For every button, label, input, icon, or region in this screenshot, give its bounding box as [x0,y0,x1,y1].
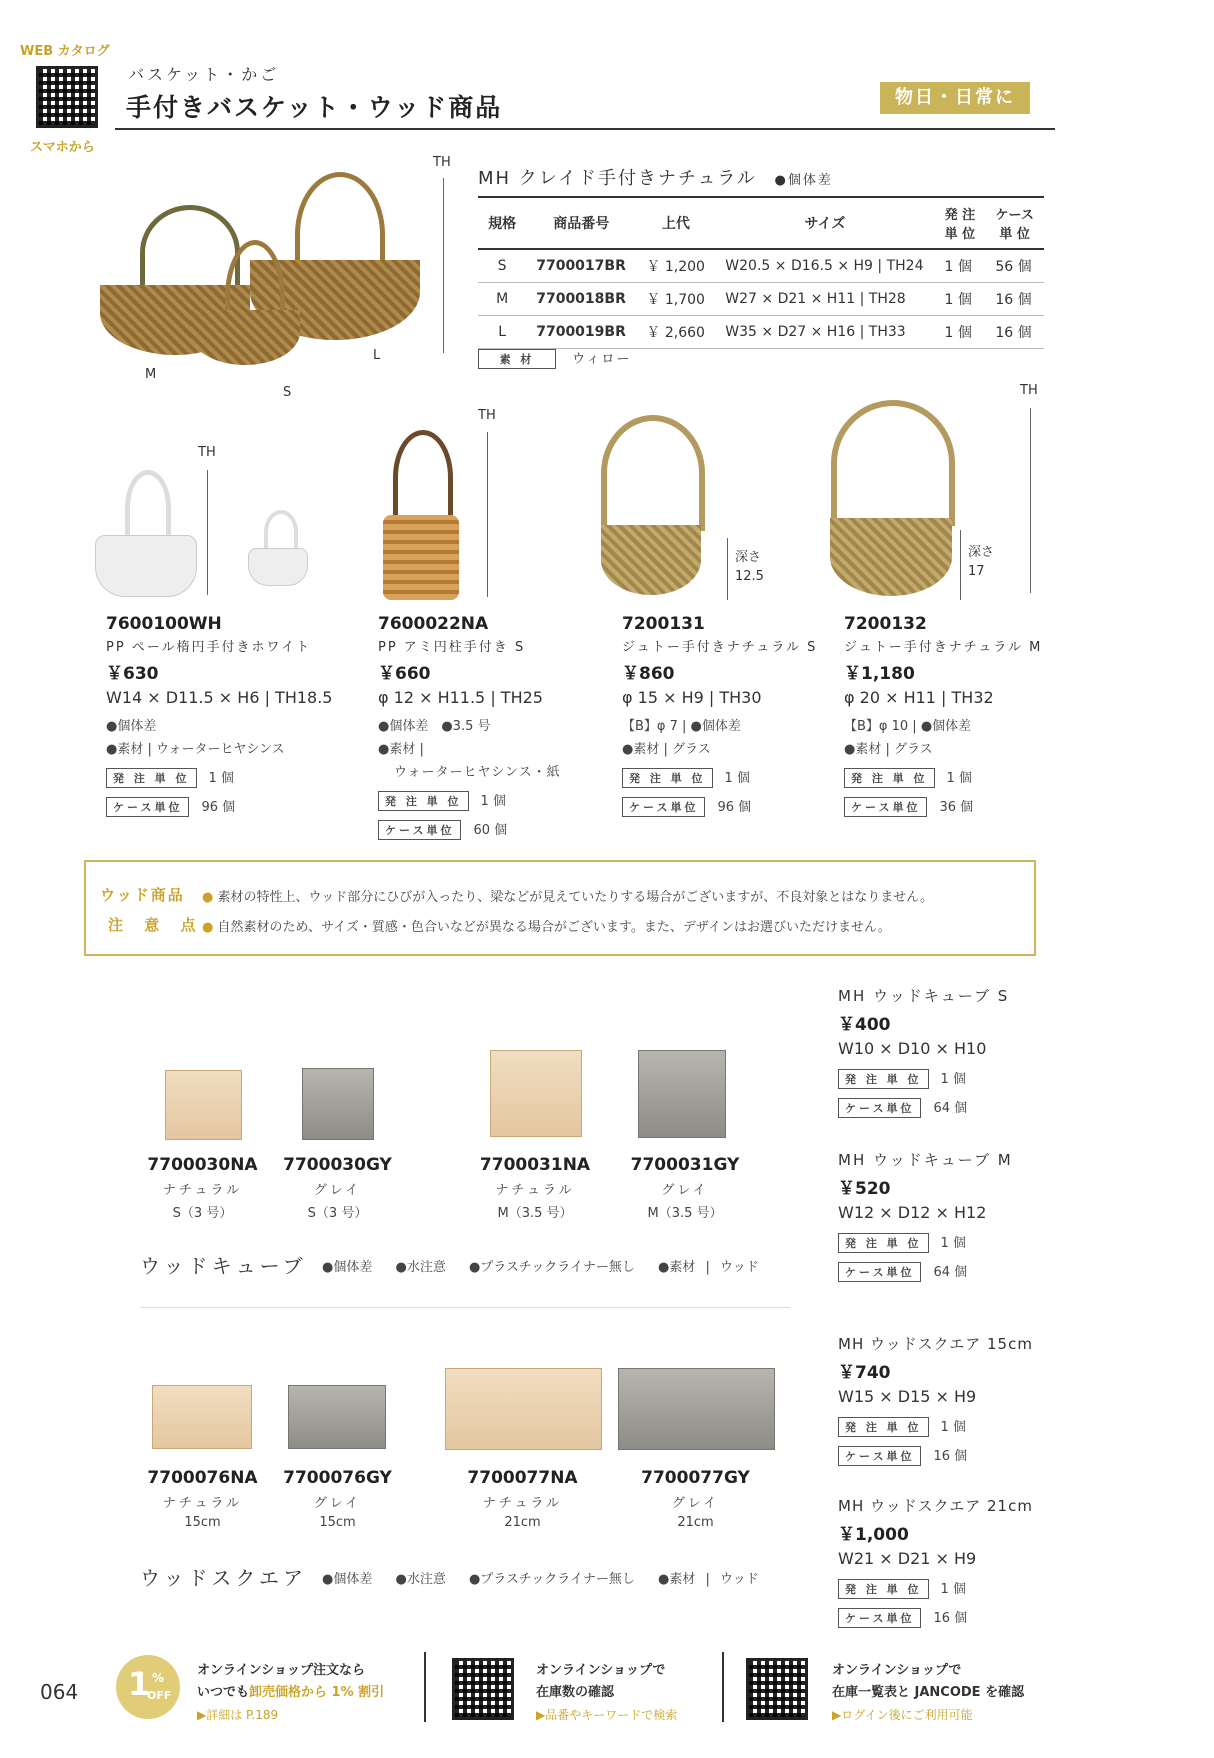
product-name: ジュトー手付きナチュラル S [622,640,818,655]
product-card-7600022NA [378,614,608,840]
product-code: 7600100WH [106,614,222,634]
product-color: ナチュラル [162,1496,243,1511]
product-note: ウォーターヒヤシンス・紙 [394,765,561,780]
caution-box [84,860,1036,956]
product-code: 7700076GY [283,1468,392,1488]
spec-size: W10 × D10 × H10 [838,1039,987,1058]
case-unit-value: 64 個 [933,1265,968,1280]
product-size: S（3 号） [172,1206,233,1221]
order-unit-value: 1 個 [480,794,506,809]
order-unit-value: 1 個 [208,771,234,786]
product-code: 7700077NA [467,1468,578,1488]
product-price: ￥660 [378,664,431,684]
cell-price: ￥ 1,700 [636,283,715,316]
spec-size: W12 × D12 × H12 [838,1203,987,1222]
product-code: 7700030NA [147,1155,258,1175]
product-image-white-basket-small [248,510,308,590]
footer-text: 在庫一覧表と JANCODE を確認 [832,1685,1025,1700]
th-spec: 規格 [478,197,526,249]
th-arrow-4 [1030,408,1031,593]
footer-link[interactable]: ▶詳細は P.189 [197,1708,279,1722]
product-size: M（3.5 号） [647,1206,723,1221]
material-tag: 素 材 [478,349,556,369]
product-color: グレイ [671,1496,720,1511]
spec-price: ￥1,000 [838,1525,909,1545]
square-item-7700076GY [275,1468,400,1530]
web-catalog-label: WEB カタログ [20,44,110,59]
wood-square-title: ウッドスクエア [140,1566,307,1590]
case-unit-value: 96 個 [717,800,752,815]
product-code: 7200131 [622,614,705,634]
footer-block-3 [832,1660,1024,1726]
case-unit-tag: ケース単位 [838,1608,921,1628]
product-card-7200131 [622,614,832,817]
footer-block-2 [536,1660,677,1726]
product-size: φ 20 × H11 | TH32 [844,688,994,707]
cube-item-7700031GY [620,1155,750,1221]
cell-price: ￥ 2,660 [636,316,715,349]
cube-note: ●個体差 [322,1260,373,1275]
footer-text: オンラインショップ注文なら [197,1663,366,1678]
product-size: φ 12 × H11.5 | TH25 [378,688,543,707]
th-arrow-1 [207,470,208,595]
order-unit-value: 1 個 [940,1072,966,1087]
product-note: ●個体差 ●3.5 号 [378,719,491,734]
product-color: ナチュラル [162,1183,243,1198]
product-price: ￥630 [106,664,159,684]
cell-case: 16 個 [985,316,1044,349]
category-label: バスケット・かご [128,65,280,84]
cube-item-7700031NA [470,1155,600,1221]
cell-case: 56 個 [985,249,1044,283]
caution-line-1: ● 素材の特性上、ウッド部分にひびが入ったり、梁などが見えていたりする場合がございますが、不良対象とはなりません。 [202,890,934,905]
th-case: ケース 単 位 [985,197,1044,249]
square-note: ●プラスチックライナー無し [468,1572,635,1587]
product-image-7700030NA [165,1070,242,1140]
product-name: ジュトー手付きナチュラル M [844,640,1043,655]
case-unit [378,819,608,840]
footer-text: いつでも [197,1685,250,1700]
order-unit-tag: 発 注 単 位 [838,1417,929,1437]
table-row [478,249,1044,283]
caution-text: 素材の特性上、ウッド部分にひびが入ったり、梁などが見えていたりする場合がございますが、不良対象とはなりません。 [217,890,934,905]
cube-item-7700030GY [275,1155,400,1221]
wood-square-notes [322,1568,759,1587]
cell-spec: S [478,249,526,283]
product-image-7700076NA [152,1385,252,1449]
product-name-clayed [478,164,833,190]
product-name: PP ペール楕円手付きホワイト [106,640,312,655]
product-size: 21cm [504,1515,541,1530]
order-unit [838,1578,1058,1599]
wood-cube-title: ウッドキューブ [140,1254,307,1278]
case-unit-tag: ケース単位 [622,797,705,817]
order-unit [622,767,832,788]
product-image-jute-s [596,415,706,595]
footer-divider [424,1652,426,1722]
spec-price: ￥400 [838,1015,891,1035]
product-size: W14 × D11.5 × H6 | TH18.5 [106,688,333,707]
case-unit [838,1607,1058,1628]
product-code: 7700031GY [630,1155,740,1175]
product-image-clayed [95,160,425,380]
page-number: 064 [40,1680,79,1704]
page-title: 手付きバスケット・ウッド商品 [126,93,503,122]
product-color: グレイ [661,1183,709,1198]
order-unit-tag: 発 注 単 位 [106,768,197,788]
product-code: 7600022NA [378,614,489,634]
footer-link[interactable]: ▶ログイン後にご利用可能 [832,1708,973,1722]
cell-code: 7700019BR [526,316,636,349]
order-unit [106,767,346,788]
square-note: ●水注意 [395,1572,446,1587]
case-unit-tag: ケース単位 [844,797,927,817]
cube-spec-m [838,1149,1058,1282]
material-row [478,348,631,369]
spec-name: MH ウッドスクエア 15cm [838,1335,1033,1353]
caution-label-1: ウッド商品 [100,886,185,904]
product-image-jute-m [825,400,955,595]
order-unit-value: 1 個 [724,771,750,786]
product-code: 7700030GY [283,1155,392,1175]
th-order: 発 注 単 位 [935,197,986,249]
order-unit-value: 1 個 [946,771,972,786]
qr-code[interactable] [36,66,98,128]
case-unit-value: 16 個 [933,1449,968,1464]
caution-label-2: 注 意 点 [108,916,204,934]
size-label-l: L [373,348,381,363]
order-unit [838,1416,1058,1437]
cell-order: 1 個 [935,249,986,283]
depth-arrow-2 [960,530,961,600]
cell-spec: M [478,283,526,316]
th-code: 商品番号 [526,197,636,249]
order-unit-tag: 発 注 単 位 [838,1233,929,1253]
cell-code: 7700017BR [526,249,636,283]
cell-code: 7700018BR [526,283,636,316]
category-badge: 物日・日常に [880,82,1030,114]
table-row [478,316,1044,349]
spec-name: MH ウッドキューブ S [838,987,1010,1005]
size-label-m: M [145,367,157,382]
product-color: ナチュラル [495,1183,575,1198]
product-price: ￥860 [622,664,675,684]
spec-name: MH ウッドスクエア 21cm [838,1497,1033,1515]
cube-note: ●プラスチックライナー無し [468,1260,635,1275]
product-image-7700076GY [288,1385,386,1449]
depth-arrow-1 [727,538,728,600]
spec-price: ￥740 [838,1363,891,1383]
badge-number: 1 [128,1665,151,1703]
th-label-2: TH [478,408,496,423]
table-row [478,283,1044,316]
product-size: 21cm [677,1515,714,1530]
spec-size: W15 × D15 × H9 [838,1387,977,1406]
order-unit-value: 1 個 [940,1582,966,1597]
cell-spec: L [478,316,526,349]
footer-text: オンラインショップで [832,1663,962,1678]
product-name: PP アミ円柱手付き S [378,640,526,655]
case-unit-tag: ケース単位 [106,797,189,817]
caution-line-2: ● 自然素材のため、サイズ・質感・色合いなどが異なる場合がございます。また、デザインはお選びいただけません。 [202,920,891,935]
order-unit-tag: 発 注 単 位 [838,1069,929,1089]
wood-cube-notes [322,1256,759,1275]
product-image-white-basket [95,470,195,600]
case-unit-value: 96 個 [201,800,236,815]
badge-percent: % [152,1671,165,1685]
smartphone-label: スマホから [30,140,95,155]
order-unit-tag: 発 注 単 位 [378,791,469,811]
section-divider [140,1307,790,1308]
product-note: ●素材 | ウォーターヒヤシンス [106,742,285,757]
product-code: 7700076NA [147,1468,258,1488]
product-card-7200132 [844,614,1064,817]
cell-case: 16 個 [985,283,1044,316]
order-unit-value: 1 個 [940,1236,966,1251]
footer-text: オンラインショップで [536,1663,666,1678]
th-price: 上代 [636,197,715,249]
cell-order: 1 個 [935,316,986,349]
order-unit [838,1232,1058,1253]
product-code: 7200132 [844,614,927,634]
square-item-7700077GY [628,1468,763,1530]
header-divider [115,128,1055,130]
depth-label-2: 深さ 17 [968,545,995,579]
product-size: 15cm [319,1515,356,1530]
square-spec-21 [838,1495,1058,1628]
case-unit-value: 36 個 [939,800,974,815]
size-label-s: S [283,385,292,400]
product-image-cylinder-basket [383,430,463,600]
case-unit [106,796,346,817]
order-unit [378,790,608,811]
product-color: ナチュラル [482,1496,563,1511]
square-spec-15 [838,1333,1058,1466]
footer-divider [722,1652,724,1722]
product-note: 【B】φ 7 | ●個体差 [622,719,741,734]
product-note: ●素材 | グラス [844,742,933,757]
product-image-7700031GY [638,1050,726,1138]
product-image-7700077GY [618,1368,775,1450]
cube-note: ●水注意 [395,1260,446,1275]
depth-label-1: 深さ 12.5 [735,550,764,584]
product-note: ●素材 | [378,742,424,757]
product-code: 7700077GY [641,1468,750,1488]
badge-off: OFF [147,1689,172,1702]
product-size: M（3.5 号） [497,1206,573,1221]
product-image-7700030GY [302,1068,374,1140]
qr-code-jancode[interactable] [746,1658,808,1720]
product-size: φ 15 × H9 | TH30 [622,688,762,707]
order-unit-tag: 発 注 単 位 [838,1579,929,1599]
product-size: 15cm [184,1515,221,1530]
order-unit-tag: 発 注 単 位 [622,768,713,788]
spec-name: MH ウッドキューブ M [838,1151,1013,1169]
product-image-7700031NA [490,1050,582,1137]
order-unit-tag: 発 注 単 位 [844,768,935,788]
th-label-4: TH [1020,383,1038,398]
spec-price: ￥520 [838,1179,891,1199]
footer-text: 在庫数の確認 [536,1685,615,1700]
product-note: ●素材 | グラス [622,742,711,757]
cell-size: W27 × D21 × H11 | TH28 [715,283,934,316]
case-unit [838,1261,1058,1282]
th-arrow-2 [487,432,488,597]
cube-item-7700030NA [140,1155,265,1221]
cell-size: W35 × D27 × H16 | TH33 [715,316,934,349]
th-label-1: TH [198,445,216,460]
case-unit-value: 60 個 [473,823,508,838]
product-note: ●個体差 [774,173,833,188]
spec-size: W21 × D21 × H9 [838,1549,977,1568]
material-value: ウィロー [572,352,632,367]
discount-badge [116,1655,180,1719]
square-note: ●個体差 [322,1572,373,1587]
order-unit [844,767,1064,788]
product-color: グレイ [313,1496,362,1511]
caution-text: 自然素材のため、サイズ・質感・色合いなどが異なる場合がございます。また、デザインはお選びいただけません。 [217,920,891,935]
product-note: 【B】φ 10 | ●個体差 [844,719,972,734]
square-note: ●素材 | ウッド [658,1572,759,1587]
cube-note: ●素材 | ウッド [658,1260,759,1275]
case-unit [838,1097,1058,1118]
product-code: 7700031NA [479,1155,591,1175]
case-unit-tag: ケース単位 [838,1098,921,1118]
product-image-7700077NA [445,1368,602,1450]
product-color: グレイ [313,1183,362,1198]
product-price: ￥1,180 [844,664,915,684]
product-name-text: MH クレイド手付きナチュラル [478,168,757,189]
product-size: S（3 号） [307,1206,368,1221]
case-unit-tag: ケース単位 [378,820,461,840]
order-unit [838,1068,1058,1089]
cell-price: ￥ 1,200 [636,249,715,283]
cube-spec-s [838,985,1058,1118]
square-item-7700077NA [455,1468,590,1530]
th-arrow-top [443,178,444,353]
square-item-7700076NA [140,1468,265,1530]
case-unit-value: 64 個 [933,1101,968,1116]
case-unit [622,796,832,817]
product-note: ●個体差 [106,719,157,734]
qr-code-stock[interactable] [452,1658,514,1720]
case-unit-tag: ケース単位 [838,1446,921,1466]
case-unit-tag: ケース単位 [838,1262,921,1282]
cell-size: W20.5 × D16.5 × H9 | TH24 [715,249,934,283]
spec-table [478,196,1044,349]
footer-link[interactable]: ▶品番やキーワードで検索 [536,1708,678,1722]
footer-highlight: 卸売価格から 1% 割引 [249,1685,385,1700]
product-card-7600100WH [106,614,346,817]
th-label-top: TH [433,155,451,170]
order-unit-value: 1 個 [940,1420,966,1435]
footer-block-1 [197,1660,384,1726]
cell-order: 1 個 [935,283,986,316]
th-size: サイズ [715,197,934,249]
case-unit-value: 16 個 [933,1611,968,1626]
case-unit [838,1445,1058,1466]
case-unit [844,796,1064,817]
